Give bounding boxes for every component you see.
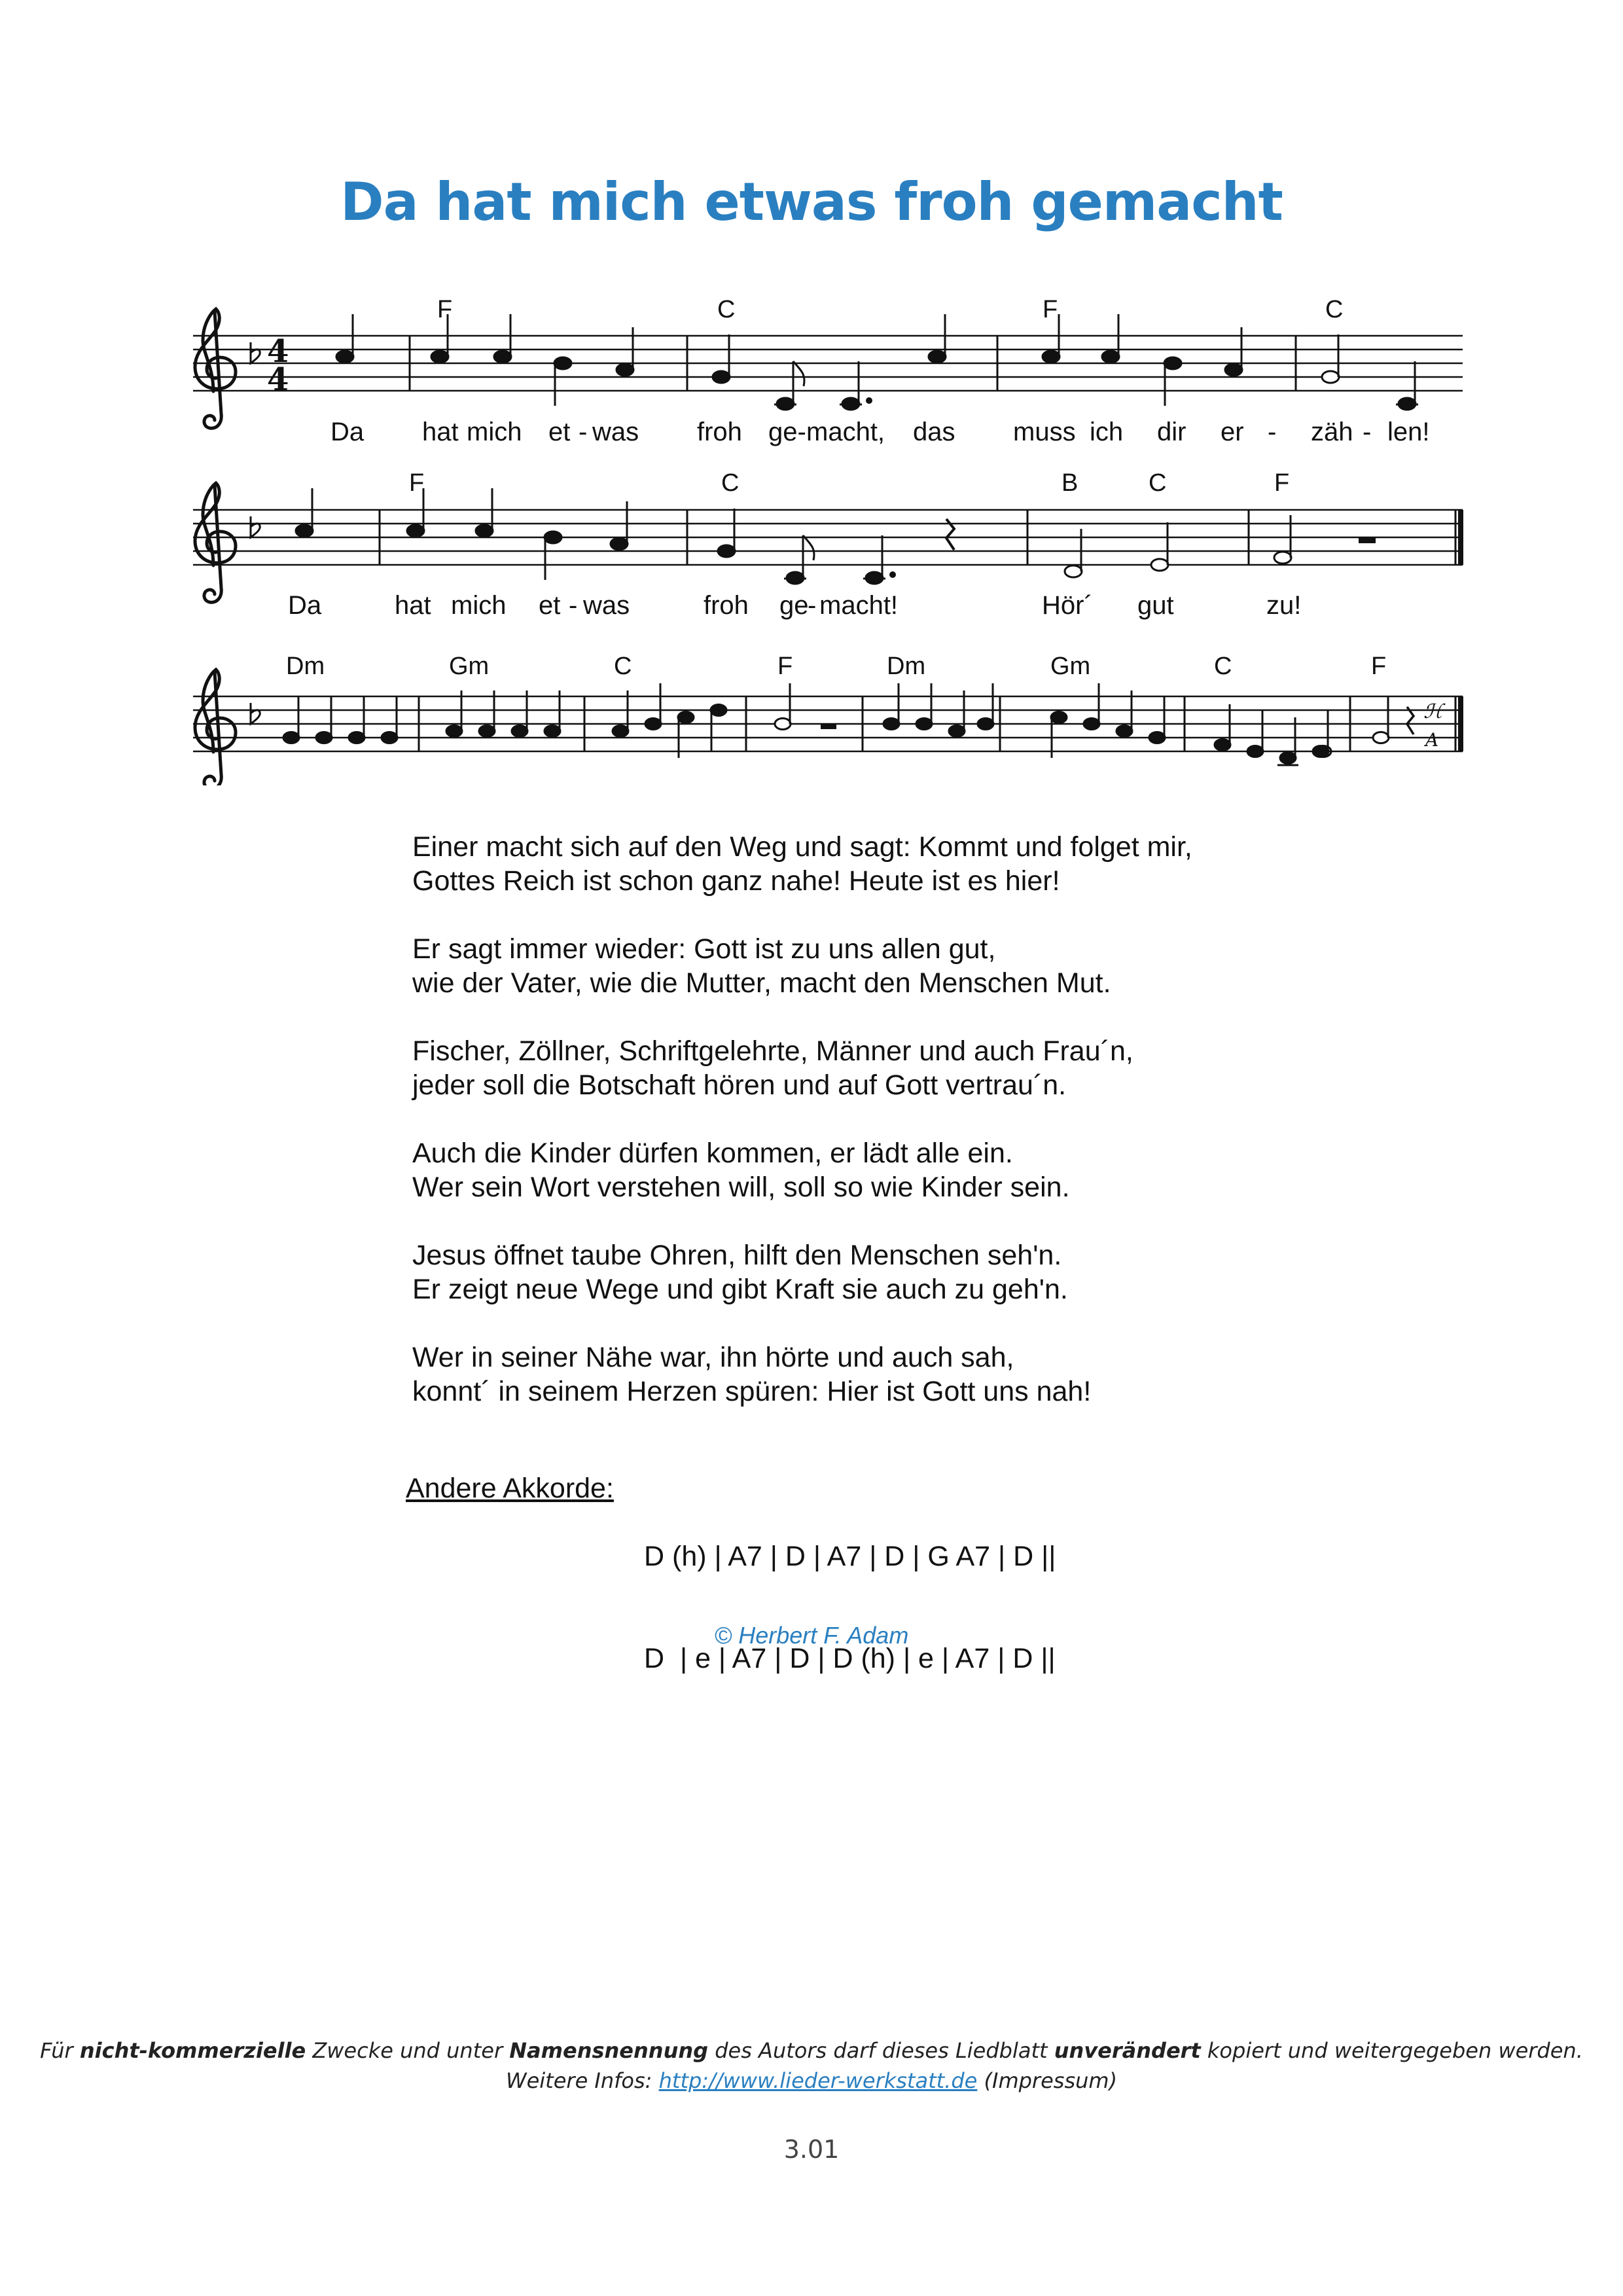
lyric-syllable: zäh [1311, 418, 1353, 446]
staff-3-chords [286, 653, 1386, 680]
more-info-text: Weitere Infos: [505, 2068, 659, 2093]
svg-text:4: 4 [267, 333, 289, 370]
music-notation [0, 0, 1623, 785]
alternative-chords-label: Andere Akkorde: [406, 1473, 614, 1504]
lyric-syllable: Hör´ [1042, 591, 1093, 620]
license-notice [0, 2036, 1623, 2066]
chord-label: F [1371, 653, 1387, 680]
half-rest-icon [1359, 537, 1376, 543]
lyric-syllable: was [583, 591, 630, 620]
verse [412, 830, 1394, 898]
lyric-syllable: hat [422, 418, 459, 446]
chord-label: Gm [1050, 653, 1091, 680]
lyric-syllable: froh [704, 591, 749, 620]
chord-line: D | e | A7 | D | D (h) | e | A7 | D || [644, 1643, 1056, 1674]
chord-label: C [614, 653, 632, 680]
verse [412, 1238, 1394, 1306]
staff-1-lines [193, 336, 1463, 391]
lyric-syllable: ge [779, 591, 809, 620]
lyric-syllable: zu! [1266, 591, 1302, 620]
treble-clef-icon [195, 670, 236, 785]
verse-line: Gottes Reich ist schon ganz nahe! Heute ist es hier! [412, 865, 1060, 897]
verse-line: konnt´ in seinem Herzen spüren: Hier ist Gott uns nah! [412, 1376, 1092, 1407]
chord-label: F [409, 469, 425, 497]
chord-label: F [1043, 296, 1058, 323]
chord-line: D (h) | A7 | D | A7 | D | G A7 | D || [644, 1541, 1056, 1572]
song-title: Da hat mich etwas froh gemacht [340, 171, 1283, 232]
verse [412, 1034, 1394, 1102]
verse-line: wie der Vater, wie die Mutter, macht den Menschen Mut. [412, 967, 1111, 999]
lyric-hyphen: - [1268, 418, 1277, 446]
verse-line: Er sagt immer wieder: Gott ist zu uns allen gut, [412, 933, 996, 965]
lyric-syllable: ge- [768, 418, 806, 446]
verse [412, 1136, 1394, 1204]
lyric-syllable: Da [330, 418, 365, 446]
staff-3 [193, 653, 1463, 785]
chord-label: Dm [887, 653, 926, 680]
staff-1-lyrics [330, 418, 1430, 446]
lyric-syllable: froh [697, 418, 742, 446]
more-info-text: (Impressum) [977, 2068, 1118, 2093]
lyric-hyphen: - [808, 591, 817, 620]
lyric-syllable: mich [467, 418, 522, 446]
verse [412, 1340, 1394, 1408]
flat-key-signature-icon [251, 516, 260, 537]
lyric-syllable: das [913, 418, 955, 446]
lyric-hyphen: - [1363, 418, 1372, 446]
staff-1-chords [437, 296, 1343, 323]
chord-label: F [1274, 469, 1290, 497]
more-info [0, 2066, 1623, 2096]
lyric-syllable: et [548, 418, 571, 446]
staff-2-chords [409, 469, 1289, 497]
lyric-syllable: et [539, 591, 561, 620]
verse-line: Wer in seiner Nähe war, ihn hörte und auch sah, [412, 1342, 1014, 1373]
lyric-syllable: ich [1090, 418, 1124, 446]
ornament-mark-icon: ℋ [1423, 700, 1443, 723]
chord-label: C [1325, 296, 1344, 323]
lyric-syllable: er [1221, 418, 1244, 446]
flat-key-signature-icon [251, 703, 260, 724]
quarter-rest-icon [1407, 707, 1414, 734]
lyric-syllable: mich [451, 591, 507, 620]
website-link[interactable]: http://www.lieder-werkstatt.de [658, 2068, 978, 2093]
license-text: des Autors darf dieses Liedblatt [708, 2038, 1054, 2063]
half-rest-icon [821, 724, 836, 729]
alternative-chords-lines [644, 1471, 1056, 1744]
verse-line: Fischer, Zöllner, Schriftgelehrte, Männer und auch Frau´n, [412, 1035, 1133, 1067]
license-text: Zwecke und unter [306, 2038, 510, 2063]
staff-2-lyrics [288, 591, 1301, 620]
lyric-syllable: gut [1137, 591, 1174, 620]
treble-clef-icon [195, 483, 236, 602]
license-emphasis: nicht-kommerzielle [79, 2038, 306, 2063]
staff-2-notes [296, 488, 1376, 584]
chord-label: Dm [286, 653, 325, 680]
verse-line: Er zeigt neue Wege und gibt Kraft sie auch zu geh'n. [412, 1274, 1068, 1305]
chord-label: C [1149, 469, 1167, 497]
staff-2 [193, 469, 1463, 620]
verse-line: Jesus öffnet taube Ohren, hilft den Menschen seh'n. [412, 1240, 1062, 1271]
chord-label: F [777, 653, 793, 680]
lyric-syllable: dir [1157, 418, 1186, 446]
license-text: kopiert und weitergegeben werden. [1200, 2038, 1583, 2063]
chord-label: Gm [449, 653, 490, 680]
chord-label: F [437, 296, 453, 323]
chord-label: B [1061, 469, 1079, 497]
lyric-syllable: muss [1013, 418, 1076, 446]
license-emphasis: Namensnennung [509, 2038, 709, 2063]
lyric-syllable: macht! [819, 591, 899, 620]
lyric-syllable: macht, [806, 418, 885, 446]
footer [0, 2036, 1623, 2096]
lyric-syllable: len! [1387, 418, 1430, 446]
lyric-hyphen: - [569, 591, 578, 620]
time-signature [267, 333, 289, 398]
verses [412, 830, 1394, 1443]
lyric-syllable: was [592, 418, 639, 446]
lyric-syllable: hat [395, 591, 431, 620]
flat-key-signature-icon [251, 342, 260, 363]
lyric-syllable: Da [288, 591, 322, 620]
chord-label: C [717, 296, 736, 323]
page-number: 3.01 [783, 2135, 840, 2164]
verse-line: jeder soll die Botschaft hören und auf Gott vertrau´n. [412, 1069, 1067, 1101]
verse-line: Einer macht sich auf den Weg und sagt: Kommt und folget mir, [412, 831, 1192, 863]
verse [412, 932, 1394, 1000]
staff-1 [193, 296, 1463, 446]
ornament-mark-icon: A [1425, 729, 1439, 751]
svg-text:4: 4 [267, 361, 289, 398]
lyric-hyphen: - [579, 418, 588, 446]
copyright-notice: © Herbert F. Adam [714, 1622, 909, 1649]
staff-1-notes [336, 314, 1418, 410]
license-text: Für [40, 2038, 80, 2063]
chord-label: C [721, 469, 740, 497]
treble-clef-icon [195, 309, 236, 428]
verse-line: Wer sein Wort verstehen will, soll so wie Kinder sein. [412, 1172, 1070, 1203]
chord-label: C [1214, 653, 1232, 680]
staff-2-lines [193, 510, 1463, 565]
license-emphasis: unverändert [1054, 2038, 1201, 2063]
verse-line: Auch die Kinder dürfen kommen, er lädt alle ein. [412, 1138, 1013, 1169]
